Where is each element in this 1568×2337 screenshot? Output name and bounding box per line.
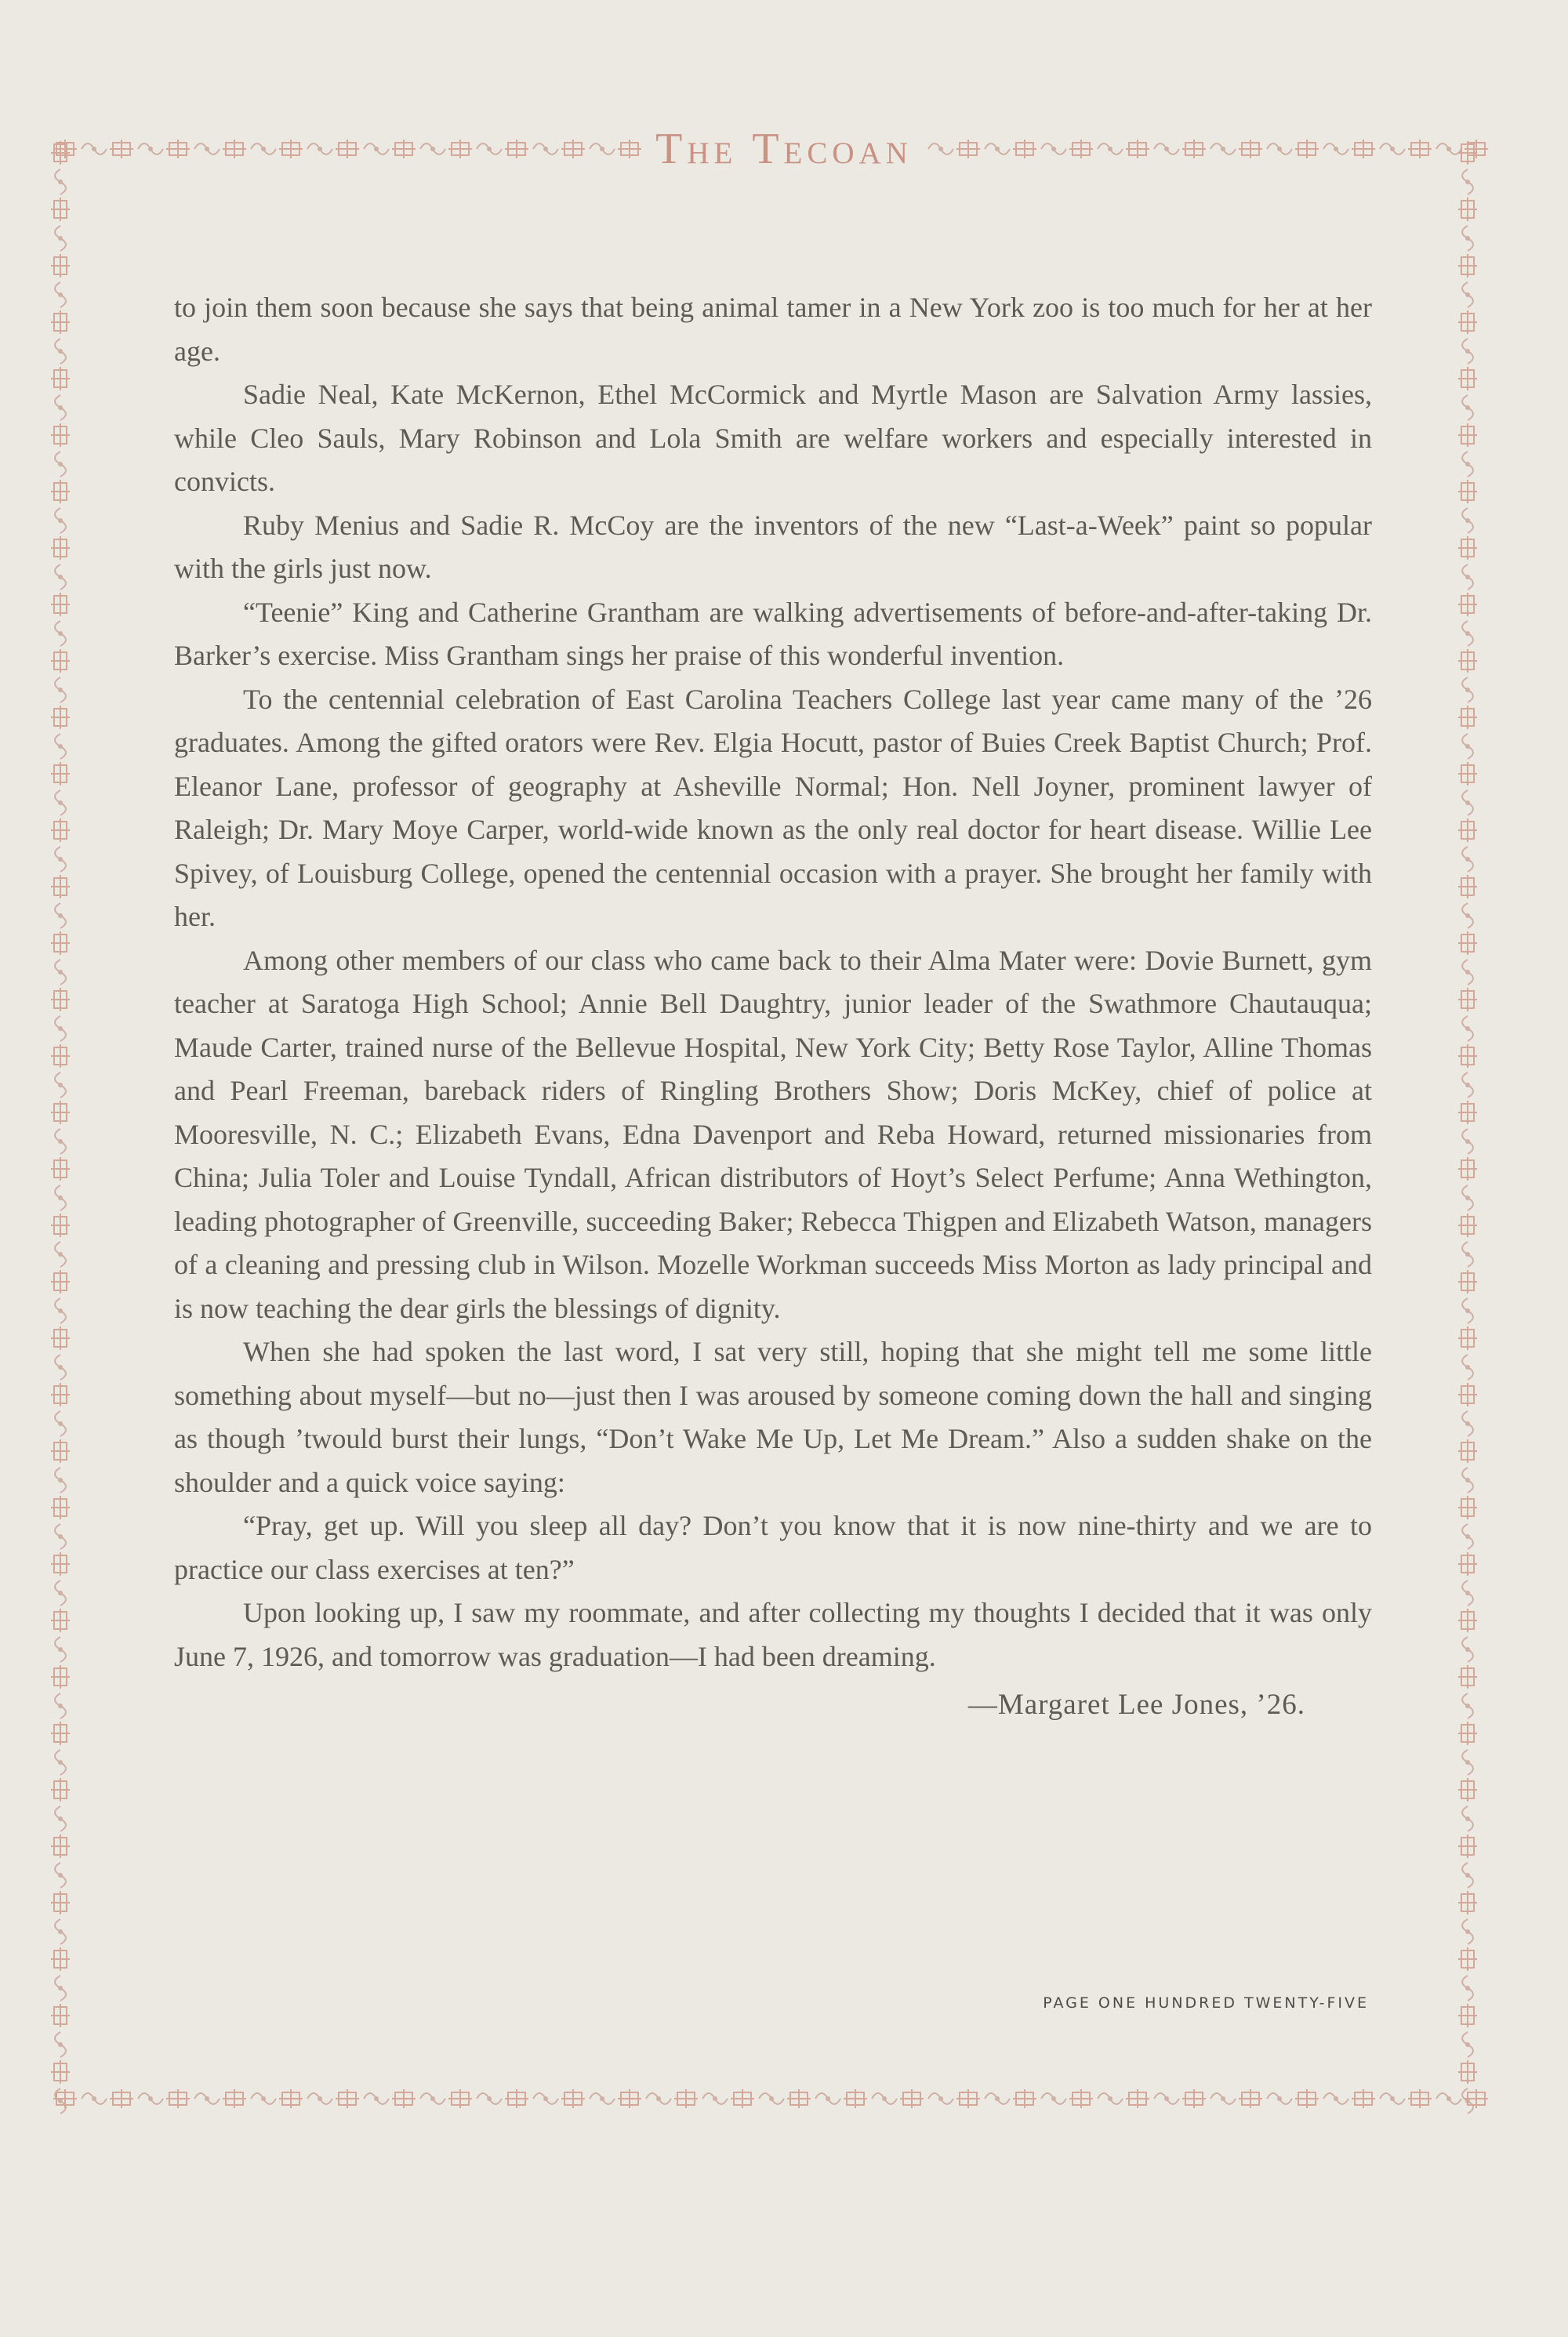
body-paragraph: Among other members of our class who came back to their Alma Mater were: Dovie Burnett, gym teacher at Saratoga High School; Annie Bell Daughtry, junior leader of the Swathmore Chautauqua; Maude Carter, trained nurse of the Bellevue Hospital, New York City; Betty Rose Taylor, Alline Thomas and Pearl Freeman, bareback riders of Ringling Brothers Show; Doris McKey, chief of police at Mooresville, N. C.; Elizabeth Evans, Edna Davenport and Reba Howard, returned missionaries from China; Julia Toler and Louise Tyndall, African distributors of Hoyt’s Select Perfume; Anna Wethington, leading photographer of Greenville, succeeding Baker; Rebecca Thigpen and Elizabeth Watson, managers of a cleaning and pressing club in Wilson. Mozelle Workman succeeds Miss Morton as lady principal and is now teaching the dear girls the blessings of dignity.	[174, 944, 1372, 1324]
running-header	[0, 124, 1568, 174]
border-right-ornament	[1450, 141, 1491, 2117]
body-paragraph: “Teenie” King and Catherine Grantham are walking advertisements of before-and-after-taking Dr. Barker’s exercise. Miss Grantham sings her praise of this wonderful invention.	[174, 596, 1372, 671]
border-left-ornament	[43, 141, 84, 2117]
border-bottom-ornament	[53, 2081, 1490, 2128]
running-header-title: The Tecoan	[644, 125, 924, 173]
body-paragraph: Ruby Menius and Sadie R. McCoy are the inventors of the new “Last-a-Week” paint so popular with the girls just now.	[174, 509, 1372, 584]
body-paragraph: To the centennial celebration of East Carolina Teachers College last year came many of the ’26 graduates. Among the gifted orators were Rev. Elgia Hocutt, pastor of Buies Creek Baptist Church; Prof. Eleanor Lane, professor of geography at Asheville Normal; Hon. Nell Joyner, prominent lawyer of Raleigh; Dr. Mary Moye Carper, world-wide known as the only real doctor for heart disease. Willie Lee Spivey, of Louisburg College, opened the centennial occasion with a prayer. She brought her family with her.	[174, 683, 1372, 932]
body-paragraph: to join them soon because she says that being animal tamer in a New York zoo is too much for her at her age.	[174, 292, 1372, 367]
author-signature: —Margaret Lee Jones, ’26.	[967, 1689, 1305, 1721]
body-paragraph: Sadie Neal, Kate McKernon, Ethel McCormick and Myrtle Mason are Salvation Army lassies, while Cleo Sauls, Mary Robinson and Lola Smith are welfare workers and especially interested in convicts.	[174, 379, 1372, 497]
body-paragraph: Upon looking up, I saw my roommate, and after collecting my thoughts I decided that it was only June 7, 1926, and tomorrow was graduation—I had been dreaming.	[174, 1597, 1372, 1672]
page-number-footer: PAGE ONE HUNDRED TWENTY-FIVE	[1043, 1994, 1369, 2012]
body-paragraph: “Pray, get up. Will you sleep all day? Don’t you know that it is now nine-thirty and we are to practice our class exercises at ten?”	[174, 1510, 1372, 1585]
page-body	[174, 286, 1372, 1727]
body-paragraph: When she had spoken the last word, I sat very still, hoping that she might tell me some little something about myself—but no—just then I was aroused by someone coming down the hall and singing as though ’twould burst their lungs, “Don’t Wake Me Up, Let Me Dream.” Also a sudden shake on the shoulder and a quick voice saying:	[174, 1336, 1372, 1498]
